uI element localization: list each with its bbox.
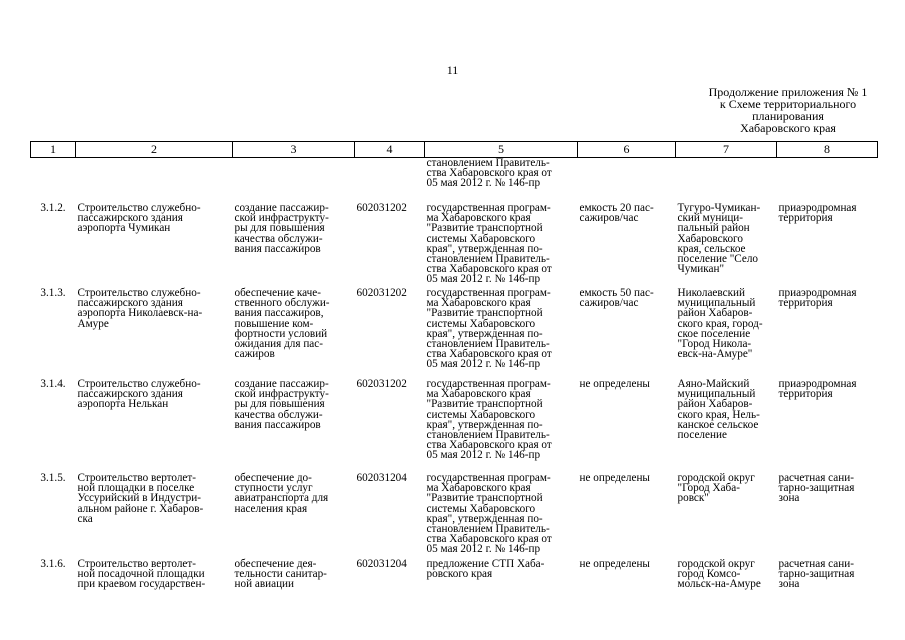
- cell-line: "Город Никола-: [677, 338, 752, 351]
- cell-line: создание пассажир-: [234, 378, 329, 390]
- cell-line: становлением Правитель-: [426, 338, 550, 351]
- cell-line: приаэродромная: [778, 202, 857, 214]
- cell-line: тарно-защитная: [778, 568, 855, 581]
- cell-line: "Развитие транспортной: [426, 307, 543, 320]
- capacity-cell: [578, 288, 676, 379]
- cell-line: системы Хабаровского: [426, 408, 536, 421]
- table-row: [31, 288, 878, 379]
- cell-line: емкость 50 пас-: [579, 287, 654, 299]
- cell-line: канское сельское: [677, 418, 759, 431]
- row-number: 3.1.3.: [40, 287, 66, 299]
- cell-line: ска: [77, 512, 93, 525]
- basis-cell: [425, 559, 578, 619]
- code-cell: 602031204: [356, 472, 407, 484]
- cell-line: городской округ: [677, 472, 755, 484]
- cell-line: 05 мая 2012 г. № 146-пр: [426, 358, 541, 371]
- cell-line: обеспечение до-: [234, 472, 312, 484]
- code-cell: 602031202: [356, 202, 407, 214]
- cell-line: ры для повышения: [234, 398, 325, 411]
- cell-line: Чумикан": [677, 263, 725, 276]
- cell-line: муниципальный: [677, 388, 756, 401]
- cell-line: не определены: [579, 472, 650, 484]
- cell-line: повышение ком-: [234, 317, 314, 330]
- cell-line: ственного обслужи-: [234, 297, 330, 310]
- cell-line: ма Хабаровского края: [426, 482, 531, 495]
- purpose-cell: [233, 473, 355, 559]
- cell-line: территория: [778, 388, 833, 401]
- cell-line: Строительство вертолет-: [77, 472, 196, 484]
- column-header: 3: [233, 142, 355, 158]
- cell-line: Тугуро-Чумикан-: [677, 202, 761, 214]
- cell-line: качества обслужи-: [234, 408, 323, 421]
- cell-line: ского края, Нель-: [677, 408, 760, 421]
- cell-line: обеспечение каче-: [234, 287, 321, 299]
- capacity-cell: [578, 379, 676, 473]
- location-cell: [676, 203, 777, 288]
- cell-line: обеспечение дея-: [234, 558, 317, 570]
- cell-line: мольск-на-Амуре: [677, 578, 761, 591]
- cell-line: государственная програм-: [426, 202, 551, 214]
- cell-line: системы Хабаровского: [426, 317, 536, 330]
- cell-line: 05 мая 2012 г. № 146-пр: [426, 543, 541, 556]
- column-header: 2: [76, 142, 233, 158]
- table-row: [31, 379, 878, 473]
- column-header: 4: [355, 142, 425, 158]
- capacity-cell: [578, 203, 676, 288]
- cell-line: "Развитие транспортной: [426, 398, 543, 411]
- object-name-cell: [76, 379, 233, 473]
- cell-line: аэропорта Нелькан: [77, 398, 169, 411]
- cell-line: вания пассажиров,: [234, 307, 324, 320]
- cell-line: становлением Правитель-: [426, 157, 550, 169]
- cell-line: ровского края: [426, 568, 493, 581]
- row-number: 3.1.5.: [40, 472, 66, 484]
- row-number: 3.1.4.: [40, 378, 66, 390]
- cell-line: евск-на-Амуре": [677, 348, 753, 361]
- zone-cell: [777, 559, 878, 619]
- appendix-line: Хабаровского края: [740, 121, 836, 135]
- table-row: [31, 203, 878, 288]
- zone-cell: [777, 288, 878, 379]
- appendix-line: Продолжение приложения № 1: [708, 85, 868, 99]
- column-header: 8: [777, 142, 878, 158]
- cell-line: не определены: [579, 378, 650, 390]
- cell-line: государственная програм-: [426, 472, 551, 484]
- location-cell: [676, 379, 777, 473]
- cell-line: сажиров: [234, 348, 275, 361]
- cell-line: "Город Хаба-: [677, 482, 740, 495]
- cell-line: муниципальный: [677, 297, 756, 310]
- cell-line: аэропорта Николаевск-на-: [77, 307, 203, 320]
- cell-line: пассажирского здания: [77, 388, 183, 401]
- cell-line: становлением Правитель-: [426, 429, 550, 442]
- row-number: 3.1.6.: [40, 558, 66, 570]
- cell-line: ма Хабаровского края: [426, 297, 531, 310]
- object-name-cell: [76, 473, 233, 559]
- cell-line: ской инфраструкту-: [234, 388, 329, 401]
- cell-line: вания пассажиров: [234, 418, 321, 431]
- cell-line: "Развитие транспортной: [426, 492, 543, 505]
- cell-line: Строительство вертолет-: [77, 558, 196, 570]
- cell-line: системы Хабаровского: [426, 232, 536, 245]
- cell-line: создание пассажир-: [234, 202, 329, 214]
- appendix-heading: [690, 86, 886, 134]
- page-number: 11: [446, 63, 459, 77]
- cell-line: территория: [778, 212, 833, 225]
- cell-line: ной площадки в поселке: [77, 482, 195, 495]
- cell-line: Амуре: [77, 317, 109, 330]
- cell-line: город Комсо-: [677, 568, 741, 581]
- cell-line: края", утвержденная по-: [426, 512, 543, 525]
- cell-line: ства Хабаровского края от: [426, 263, 552, 276]
- cell-line: не определены: [579, 558, 650, 570]
- cell-line: расчетная сани-: [778, 558, 854, 570]
- cell-line: ры для повышения: [234, 222, 325, 235]
- cell-line: ма Хабаровского края: [426, 212, 531, 225]
- cell-line: городской округ: [677, 558, 755, 570]
- cell-line: Строительство служебно-: [77, 287, 201, 299]
- cell-line: становлением Правитель-: [426, 523, 550, 536]
- cell-line: ства Хабаровского края от: [426, 533, 552, 546]
- purpose-cell: [233, 379, 355, 473]
- cell-line: края", утвержденная по-: [426, 418, 543, 431]
- cell-line: ского края, город-: [677, 317, 763, 330]
- cell-line: ожидания для пас-: [234, 338, 323, 351]
- cell-line: ма Хабаровского края: [426, 388, 531, 401]
- cell-line: зона: [778, 492, 800, 505]
- cell-line: ства Хабаровского края от: [426, 348, 552, 361]
- cell-line: 05 мая 2012 г. № 146-пр: [426, 449, 541, 462]
- object-name-cell: [76, 288, 233, 379]
- column-header: 6: [578, 142, 676, 158]
- cell-line: ства Хабаровского края от: [426, 439, 552, 452]
- cell-line: Николаевский: [677, 287, 745, 299]
- cell-line: пальный район: [677, 222, 750, 235]
- table-row: [31, 559, 878, 619]
- cell-line: Строительство служебно-: [77, 378, 201, 390]
- cell-line: 05 мая 2012 г. № 146-пр: [426, 177, 541, 190]
- cell-line: поселение: [677, 429, 727, 442]
- cell-line: район Хабаров-: [677, 307, 753, 320]
- capacity-cell: [578, 473, 676, 559]
- basis-cell: [425, 203, 578, 288]
- basis-cell: [425, 473, 578, 559]
- code-cell: 602031204: [356, 558, 407, 570]
- cell-line: края", утвержденная по-: [426, 327, 543, 340]
- column-header: 1: [31, 142, 76, 158]
- cell-line: Аяно-Майский: [677, 378, 750, 390]
- cell-line: ровск": [677, 492, 709, 505]
- cell-line: ступности услуг: [234, 482, 313, 495]
- code-cell: 602031202: [356, 287, 407, 299]
- cell-line: ское поселение: [677, 327, 751, 340]
- cell-line: тельности санитар-: [234, 568, 327, 581]
- cell-line: емкость 20 пас-: [579, 202, 654, 214]
- location-cell: [676, 559, 777, 619]
- appendix-line: к Схеме территориального: [719, 97, 857, 111]
- zone-cell: [777, 203, 878, 288]
- cell-line: сажиров/час: [579, 212, 639, 225]
- cell-line: края", утвержденная по-: [426, 242, 543, 255]
- cell-line: район Хабаров-: [677, 398, 753, 411]
- cell-line: ной посадочной площадки: [77, 568, 205, 581]
- code-cell: 602031202: [356, 378, 407, 390]
- cell-line: ский муници-: [677, 212, 744, 225]
- cell-line: Хабаровского: [677, 232, 743, 245]
- purpose-cell: [233, 288, 355, 379]
- location-cell: [676, 473, 777, 559]
- cell-line: края, сельское: [677, 242, 746, 255]
- column-header: 7: [676, 142, 777, 158]
- cell-line: государственная програм-: [426, 378, 551, 390]
- cell-line: вания пассажиров: [234, 242, 321, 255]
- cell-line: пассажирского здания: [77, 297, 183, 310]
- zone-cell: [777, 473, 878, 559]
- table-row: [31, 473, 878, 559]
- cell-line: авиатранспорта для: [234, 492, 329, 505]
- object-name-cell: [76, 559, 233, 619]
- territorial-plan-table: [30, 141, 878, 619]
- cell-line: качества обслужи-: [234, 232, 323, 245]
- capacity-cell: [578, 559, 676, 619]
- purpose-cell: [233, 559, 355, 619]
- cell-line: ства Хабаровского края от: [426, 167, 552, 180]
- cell-line: территория: [778, 297, 833, 310]
- cell-line: сажиров/час: [579, 297, 639, 310]
- cell-line: населения края: [234, 502, 308, 515]
- basis-cell: [425, 288, 578, 379]
- cell-line: поселение "Село: [677, 253, 759, 266]
- cell-line: Уссурийский в Индустри-: [77, 492, 201, 505]
- cell-line: 05 мая 2012 г. № 146-пр: [426, 273, 541, 286]
- cell-line: альном районе г. Хабаров-: [77, 502, 204, 515]
- cell-line: приаэродромная: [778, 378, 857, 390]
- cell-line: фортности условий: [234, 327, 328, 340]
- appendix-line: планирования: [752, 109, 824, 123]
- cell-line: аэропорта Чумикан: [77, 222, 171, 235]
- location-cell: [676, 288, 777, 379]
- cell-line: предложение СТП Хаба-: [426, 558, 545, 570]
- cell-line: государственная програм-: [426, 287, 551, 299]
- cell-line: ной авиации: [234, 578, 295, 591]
- column-header: 5: [425, 142, 578, 158]
- cell-line: Строительство служебно-: [77, 202, 201, 214]
- cell-line: становлением Правитель-: [426, 253, 550, 266]
- cell-line: при краевом государствен-: [77, 578, 206, 591]
- cell-line: ской инфраструкту-: [234, 212, 329, 225]
- cell-line: системы Хабаровского: [426, 502, 536, 515]
- cell-line: расчетная сани-: [778, 472, 854, 484]
- continuation-row: [31, 158, 878, 204]
- row-number: 3.1.2.: [40, 202, 66, 214]
- header-row: [31, 142, 878, 158]
- basis-cell: [425, 158, 578, 204]
- cell-line: зона: [778, 578, 800, 591]
- object-name-cell: [76, 203, 233, 288]
- basis-cell: [425, 379, 578, 473]
- zone-cell: [777, 379, 878, 473]
- cell-line: приаэродромная: [778, 287, 857, 299]
- purpose-cell: [233, 203, 355, 288]
- cell-line: "Развитие транспортной: [426, 222, 543, 235]
- cell-line: тарно-защитная: [778, 482, 855, 495]
- cell-line: пассажирского здания: [77, 212, 183, 225]
